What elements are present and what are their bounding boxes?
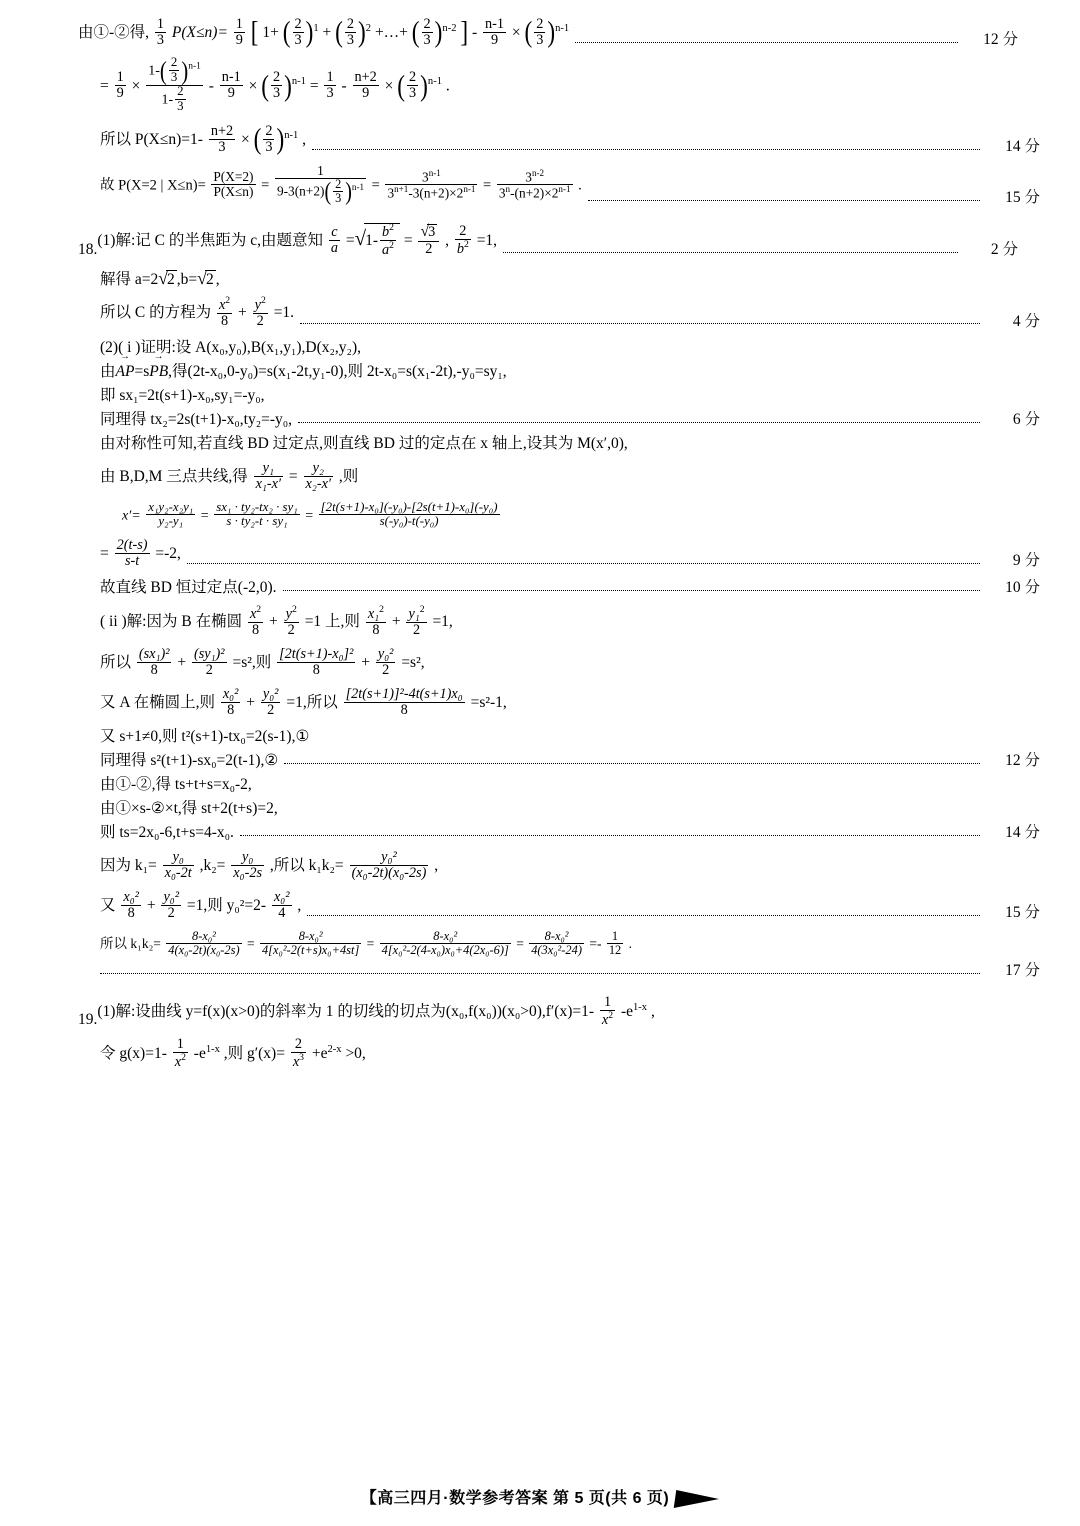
q17-line-4-text: 故 P(X=2 | X≤n)= $\frac{P(X=2)}{P(X\le n)}$ = 1 9-3(n+2)( $\frac{2}{3}$ )$^{n-1}$ = $\frac{3^{n-1}}{3^{n+1}-3(n+2)\times 2^{n-1}}$ = $\frac{3^{n-2}}{3^n-(n+2)\times 2^{n-1}}$ . (100, 162, 582, 206)
q18-line-11-text: = $\frac{2(t-s)}{s-t}$ =-2, (100, 537, 181, 570)
q18-line-16 (78, 728, 1040, 746)
score-17: 17 分 (1005, 962, 1040, 980)
q18-line-13-text: ( ii )解:因为 B 在椭圆 $\frac{x^2}{8}$ + $\frac{y^2}{2}$ =1 上,则 $\frac{x_1^2}{8}$ + $\frac{y_1^2}{2}$ =1, (100, 604, 453, 638)
q18-line-21 (78, 848, 1040, 882)
page-content (78, 16, 1040, 1073)
q18-line-16-text: 又 s+1≠0,则 t²(s+1)-tx₀=2(s-1),① (100, 728, 310, 746)
q18-line-18 (78, 776, 1040, 794)
q18-line-1 (78, 223, 1018, 259)
q17-line-3-text: 所以 P(X≤n)=1- $\frac{n+2}{3}$ × ( $\frac{2}{3}$ )$^{n-1}$ , (100, 122, 307, 156)
q18-line-21-text: 因为 k₁= $\frac{\text{y₀}}{\text{x₀-2t}}$ ,k₂= $\frac{\text{y₀}}{\text{x₀-2s}}$ ,所以 k₁k₂= $\frac{\text{y₀²}}{\text{(x₀-2t)(x₀-2s)}}$ , (100, 848, 439, 881)
q18-line-14 (78, 648, 1040, 679)
leader-dots (100, 973, 980, 974)
q17-line-1 (78, 18, 1018, 49)
q18-line-18-text: 由①-②,得 ts+t+s=x₀-2, (100, 776, 252, 794)
q18-line-17 (78, 752, 1040, 770)
q18-line-9 (78, 459, 1040, 493)
leader-dots (284, 763, 980, 764)
q18-line-2-text: 解得 a=2√2 ,b=√2 , (100, 267, 220, 288)
q18-line-24 (78, 962, 1040, 980)
q18-number: 18. (78, 240, 98, 258)
q18-line-22-text: 又 $\frac{\text{x₀²}}{8}$ + $\frac{\text{y₀²}}{2}$ =1,则 y₀²=2- $\frac{\text{x₀²}}{4}$ , (100, 888, 302, 921)
page-footer (0, 1485, 1080, 1508)
leader-dots (283, 590, 980, 591)
q18-line-22 (78, 888, 1040, 922)
leader-dots (187, 563, 980, 564)
q18-line-10 (78, 499, 1062, 530)
q18-line-15 (78, 688, 1040, 719)
score-15b: 15 分 (1005, 904, 1040, 922)
score-4: 4 分 (1012, 312, 1040, 330)
q18-line-7-text: 同理得 tx₂=2s(t+1)-x₀,ty₂=-y₀, (100, 410, 293, 428)
q18-line-15-text: 又 A 在椭圆上,则 $\frac{\text{x₀²}}{8}$ + $\frac{\text{y₀²}}{2}$ =1,所以 $\frac{\text{[2t(s+1)]²-4t(s+1)x₀}}{8}$ =s²-1, (100, 686, 507, 719)
leader-dots (240, 835, 980, 836)
q18-line-2 (78, 268, 1040, 289)
leader-dots (503, 252, 958, 253)
leader-dots (307, 915, 980, 916)
q18-line-20-text: 则 ts=2x₀-6,t+s=4-x₀. (100, 823, 234, 841)
q18-line-20 (78, 824, 1040, 842)
q19-line-2 (78, 1038, 1040, 1071)
leader-dots (312, 149, 980, 150)
q17-line-1-text: 由①-②得, $\frac{1}{3}$ P(X≤n)= $\frac{1}{9}$ [ 1+ ( $\frac{2}{3}$ )$^1$ + ( $\frac{2}{3}$ )$^2$ +…+ ( $\frac{2}{3}$ )$^{n-2}$ ] - $\frac{n-1}{9}$ × ( $\frac{2}{3}$ )$^{n-1}$ (78, 16, 570, 50)
q18-line-4-text: (2)( i )证明:设 A(x₀,y₀),B(x₁,y₁),D(x₂,y₂), (100, 339, 362, 357)
q18-line-3-text: 所以 C 的方程为 $\frac{x^2}{8}$ + $\frac{y^2}{2}$ =1. (100, 295, 295, 330)
q18-line-11 (78, 539, 1040, 570)
q19-line-1 (78, 996, 1018, 1029)
q18-line-3 (78, 297, 1040, 330)
q19-number: 19. (78, 1011, 98, 1029)
q18-line-23 (78, 928, 1040, 958)
q18-line-8-text: 由对称性可知,若直线 BD 过定点,则直线 BD 过的定点在 x 轴上,设其为 M(x′,0), (100, 434, 628, 452)
leader-dots (300, 323, 980, 324)
q18-line-23-text: 所以 k₁k₂= $\frac{\text{8-x₀²}}{\text{4(x₀-2t)(x₀-2s)}}$ = $\frac{\text{8-x₀²}}{\text{4[x₀²-2(t+s)x₀+4st]}}$ = $\frac{\text{8-x₀²}}{\text{4[x₀²-2(4-x₀)x₀+4(2x₀-6)]}}$ = $\frac{\text{8-x₀²}}{\text{4(3x₀²-24)}}$ =- $\frac{1}{12}$ . (100, 928, 632, 958)
q19-line-1-text: (1)解:设曲线 y=f(x)(x>0)的斜率为 1 的切线的切点为(x₀,f(x₀))(x₀>0),f′(x)=1- $\frac{1}{x^2}$ $-e^{1-x}$ , (97, 994, 655, 1028)
q18-line-14-text: 所以 $\frac{\text{(sx₁)²}}{8}$ + $\frac{\text{(sy₁)²}}{2}$ =s²,则 $\frac{\text{[2t(s+1)-x₀]²}}{8}$ + $\frac{\text{y₀²}}{2}$ =s², (100, 646, 425, 679)
score-14b: 14 分 (1005, 823, 1040, 841)
q18-line-19-text: 由①×s-②×t,得 st+2(t+s)=2, (100, 799, 278, 817)
q18-line-13 (78, 606, 1040, 639)
footer-mark-icon (674, 1490, 721, 1508)
q17-line-4 (78, 162, 1040, 207)
score-2: 2 分 (990, 240, 1018, 258)
q19-line-2-text: 令 g(x)=1- $\frac{1}{x^2}$ $-e^{1-x}$ ,则 g′(x)= $\frac{2}{x^3}$ $+e^{2-x} >0$, (100, 1036, 366, 1070)
score-6: 6 分 (1012, 410, 1040, 428)
leader-dots (588, 200, 980, 201)
score-14: 14 分 (1005, 138, 1040, 155)
q18-line-19 (78, 800, 1040, 818)
score-15: 15 分 (1005, 189, 1040, 207)
leader-dots (298, 422, 980, 423)
leader-dots (575, 42, 958, 43)
score-12b: 12 分 (1005, 752, 1040, 770)
vector-pb: PB → (149, 363, 168, 381)
footer-text: 【高三四月·数学参考答案 第 5 页(共 6 页) (360, 1490, 670, 1507)
score-12: 12 分 (983, 31, 1018, 49)
q18-line-17-text: 同理得 s²(t+1)-sx₀=2(t-1),② (100, 752, 279, 770)
q18-line-7 (78, 411, 1040, 429)
q18-line-5-text: 由AP →=sPB →,得(2t-x₀,0-y₀)=s(x₁-2t,y₁-0),则 2t-x₀=s(x₁-2t),-y₀=sy₁, (100, 363, 507, 381)
score-9: 9 分 (1012, 552, 1040, 570)
q18-line-12 (78, 579, 1040, 597)
q18-line-1-text: (1)解:记 C 的半焦距为 c,由题意知 $\frac{c}{a}$ =√1- $\frac{b^2}{a^2}$ = $\frac{√3}{2}$ , $\frac{2}{b^2}$ =1, (97, 221, 498, 258)
q17-line-3 (78, 122, 1040, 156)
vector-ap: AP → (116, 363, 135, 381)
score-10: 10 分 (1005, 579, 1040, 597)
q18-line-4 (78, 339, 1040, 357)
q18-line-5 (78, 363, 1040, 381)
q18-line-6-text: 即 sx₁=2t(s+1)-x₀,sy₁=-y₀, (100, 387, 265, 405)
q18-line-12-text: 故直线 BD 恒过定点(-2,0). (100, 579, 277, 597)
q18-line-6 (78, 387, 1040, 405)
q18-line-10-text: x′= $\frac{\text{x₁y₂-x₂y₁}}{\text{y₂-y₁}}$ = $\frac{\text{sx₁ · ty₂-tx₂ · sy₁}}{\text{s · ty₂-t · sy₁}}$ = $\frac{\text{[2t(s+1)-x₀](-y₀)-[2s(t+1)-x₀](-y₀)}}{\text{s(-y₀)-t(-y₀)}}$ (122, 499, 498, 529)
q18-line-8 (78, 435, 1040, 453)
q17-line-2-text: = $\frac{1}{9}$ × 1-( $\frac{2}{3}$ )$^{n-1}$ 1- $\frac{2}{3}$ - $\frac{n-1}{9}$ × ( $\frac{2}{3}$ )$^{n-1}$ = $\frac{1}{3}$ - $\frac{n+2}{9}$ × ( $\frac{2}{3}$ )$^{n-1}$ . (100, 55, 450, 113)
q17-line-2 (78, 55, 1040, 115)
q18-line-9-text: 由 B,D,M 三点共线,得 $\frac{\text{y₁}}{\text{x₁-x′}}$ = $\frac{\text{y₂}}{\text{x₂-x′}}$ ,则 (100, 459, 359, 492)
